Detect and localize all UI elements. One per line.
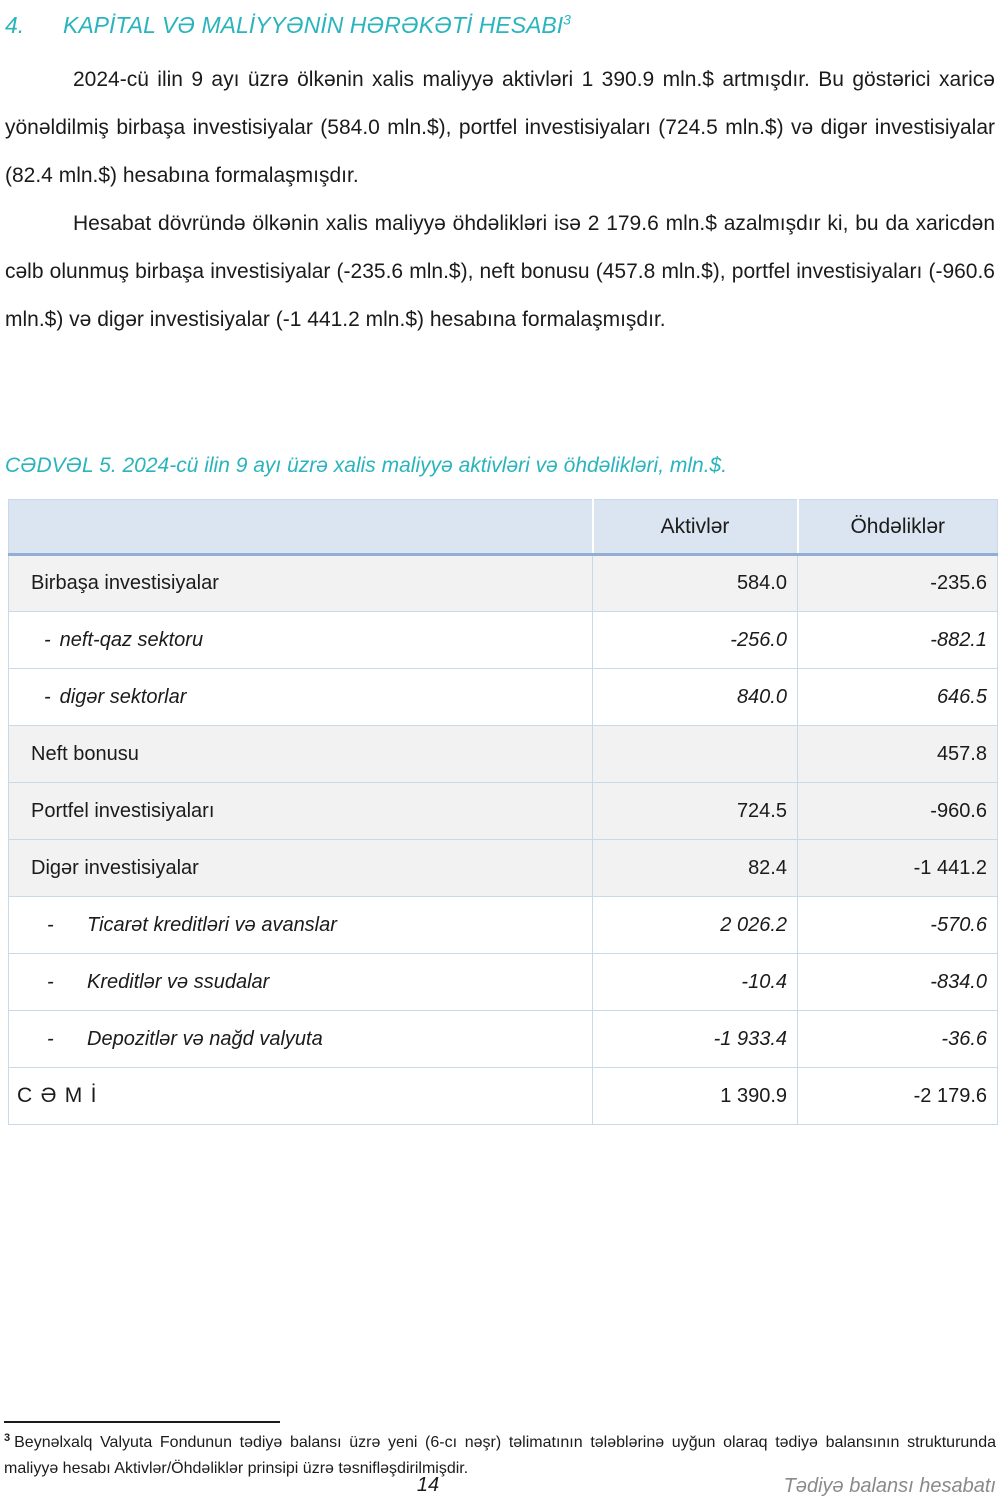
row-liabilities-value: -882.1 (798, 612, 998, 669)
row-label: Neft bonusu (31, 742, 139, 765)
row-liabilities-value: 646.5 (798, 669, 998, 726)
row-assets-value: -256.0 (593, 612, 798, 669)
paragraph-2: Hesabat dövründə ölkənin xalis maliyyə öhdəlikləri isə 2 179.6 mln.$ azalmışdır ki, bu da xaricdən cəlb olunmuş birbaşa investisiyalar (-235.6 mln.$), neft bonusu (457.8 mln.$), portfel investisiyaları (-960.6 mln.$) və digər investisiyalar (-1 441.2 mln.$) hesabına formalaşmışdır. (5, 212, 995, 331)
row-label: Digər investisiyalar (31, 856, 199, 879)
table-header-row (9, 500, 998, 555)
header-cell-empty (9, 500, 593, 555)
table-row (9, 612, 998, 669)
row-assets-value: 82.4 (593, 840, 798, 897)
table-row (9, 954, 998, 1011)
row-liabilities-value: -235.6 (798, 555, 998, 612)
row-label: Portfel investisiyaları (31, 799, 215, 822)
row-liabilities-value: -36.6 (798, 1011, 998, 1068)
row-assets-value: 2 026.2 (593, 897, 798, 954)
table-row (9, 555, 998, 612)
footnote-text: Beynəlxalq Valyuta Fondunun tədiyə balansı üzrə yeni (6-cı nəşr) təlimatının tələblərinə uyğun olaraq tədiyə balansının strukturunda maliyyə hesabı Aktivlər/Öhdəliklər prinsipi üzrə təsnifləşdirilmişdir. (4, 1434, 996, 1477)
row-assets-value: -10.4 (593, 954, 798, 1011)
footnote-separator (4, 1421, 280, 1423)
table-row (9, 897, 998, 954)
table-row (9, 840, 998, 897)
row-assets-value: 724.5 (593, 783, 798, 840)
row-label: Birbaşa investisiyalar (31, 572, 219, 594)
section-number: 4. (5, 12, 25, 38)
row-liabilities-value: -2 179.6 (798, 1068, 998, 1125)
footnote-marker: 3 (4, 1431, 11, 1444)
row-dash: - (47, 970, 54, 993)
financial-accounts-table (8, 499, 998, 1125)
footer-report-title: Tədiyə balansı hesabatı (783, 1475, 996, 1497)
row-assets-value: -1 933.4 (593, 1011, 798, 1068)
row-assets-value: 840.0 (593, 669, 798, 726)
row-label: Depozitlər və nağd valyuta (87, 1027, 323, 1050)
header-cell-liabilities: Öhdəliklər (798, 500, 998, 555)
row-liabilities-value: -834.0 (798, 954, 998, 1011)
row-label: CƏMİ (17, 1084, 105, 1107)
section-heading (5, 10, 995, 40)
body-text (5, 56, 995, 344)
table-caption: CƏDVƏL 5. 2024-cü ilin 9 ayı üzrə xalis maliyyə aktivləri və öhdəlikləri, mln.$. (5, 454, 728, 477)
heading-footnote-ref: 3 (563, 11, 571, 28)
row-dash: - (47, 1027, 54, 1050)
paragraph-1: 2024-cü ilin 9 ayı üzrə ölkənin xalis maliyyə aktivləri 1 390.9 mln.$ artmışdır. Bu göstərici xaricə yönəldilmiş birbaşa investisiyalar (584.0 mln.$), portfel investisiyaları (724.5 mln.$) və digər investisiyalar (82.4 mln.$) hesabına formalaşmışdır. (5, 68, 995, 187)
table-total-row (9, 1068, 998, 1125)
row-liabilities-value: -960.6 (798, 783, 998, 840)
row-liabilities-value: -570.6 (798, 897, 998, 954)
row-label: digər sektorlar (59, 685, 187, 708)
row-dash: - (44, 685, 51, 708)
row-dash: - (44, 628, 51, 651)
row-dash: - (47, 913, 54, 936)
table-row (9, 726, 998, 783)
table-row (9, 669, 998, 726)
section-title: KAPİTAL VƏ MALİYYƏNİN HƏRƏKƏTİ HESABI$^3$ (63, 11, 571, 38)
header-cell-assets: Aktivlər (593, 500, 798, 555)
row-label: Ticarət kreditləri və avanslar (87, 913, 337, 936)
table-row (9, 783, 998, 840)
row-liabilities-value: -1 441.2 (798, 840, 998, 897)
row-label: Kreditlər və ssudalar (87, 970, 270, 993)
row-liabilities-value: 457.8 (798, 726, 998, 783)
row-assets-value: 1 390.9 (593, 1068, 798, 1125)
row-assets-value: 584.0 (593, 555, 798, 612)
table-row (9, 1011, 998, 1068)
page-number: 14 (416, 1474, 440, 1496)
row-assets-value (593, 726, 798, 783)
row-label: neft-qaz sektoru (59, 628, 204, 651)
